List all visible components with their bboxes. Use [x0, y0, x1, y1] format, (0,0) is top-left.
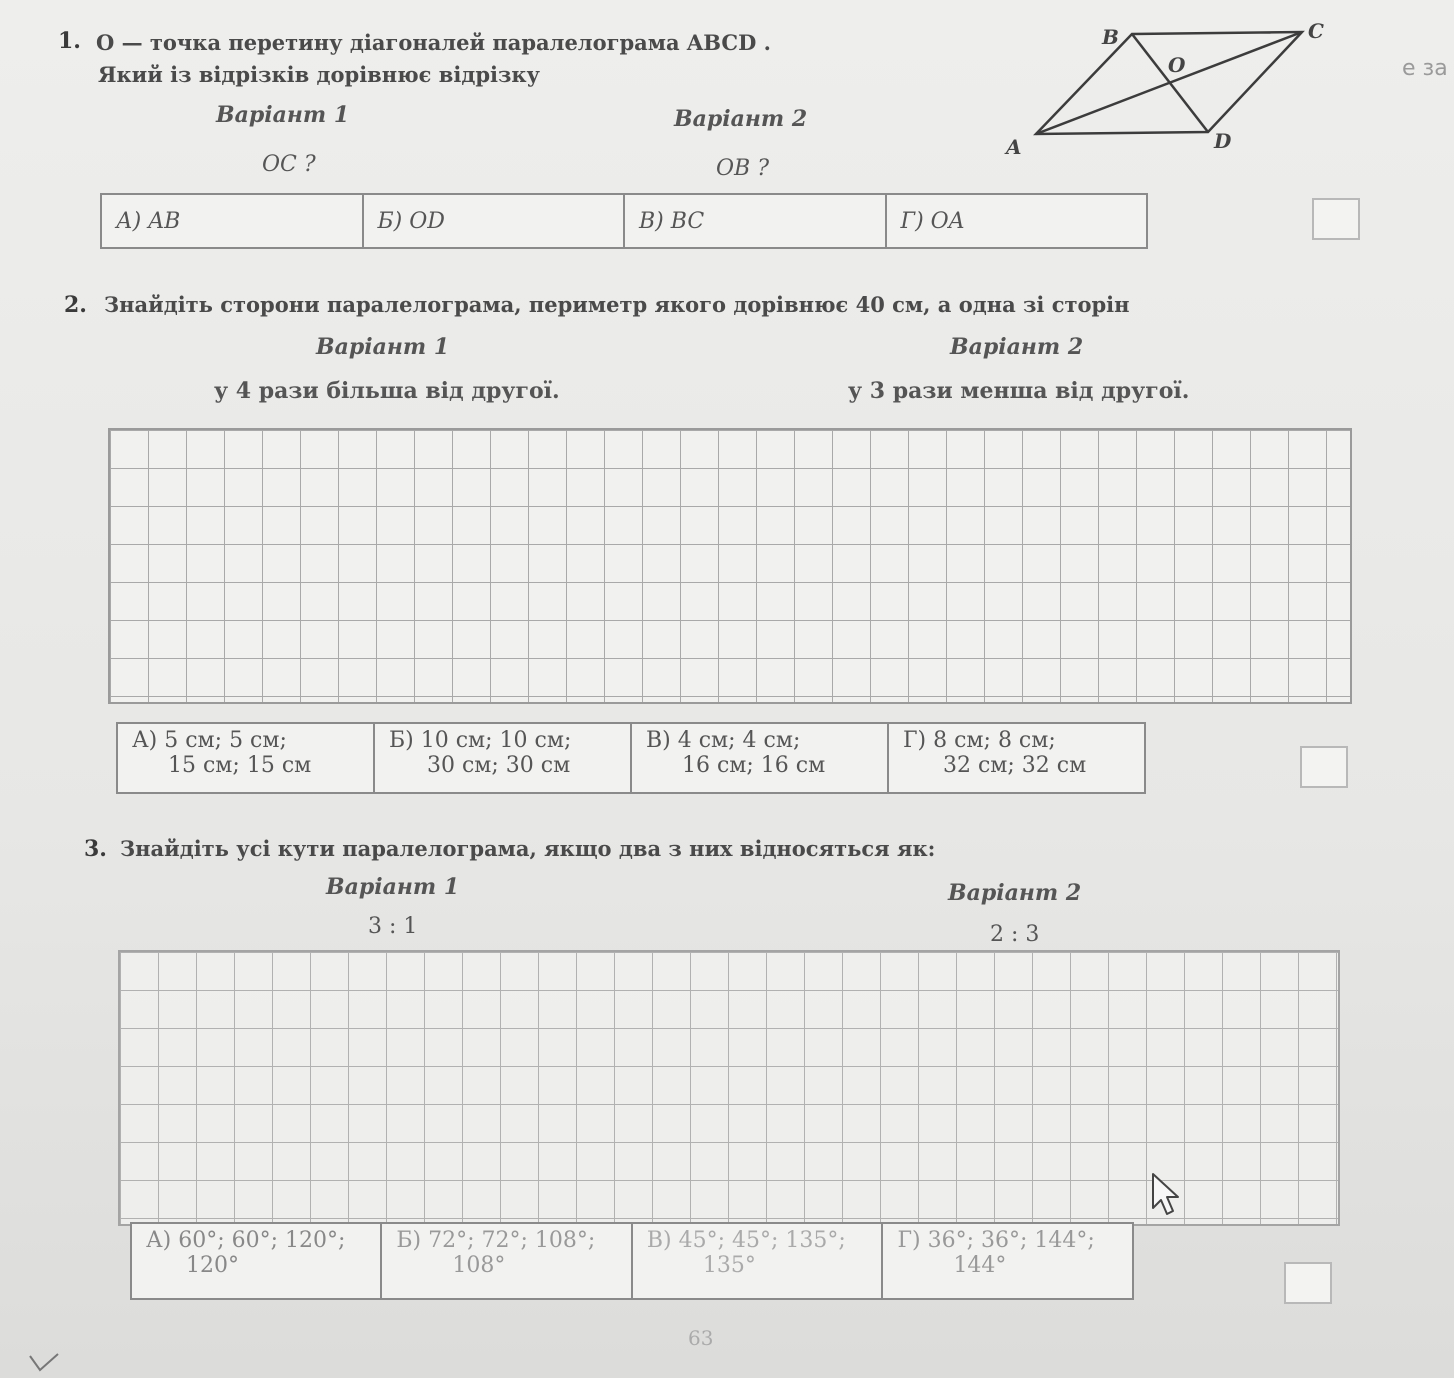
q3-options-table: [130, 1222, 1134, 1300]
q2-option-c-line1: В) 4 см; 4 см;: [645, 728, 801, 753]
q1-variant2-value: OB ?: [716, 156, 769, 181]
q3-option-b-line2: 108°: [452, 1253, 506, 1278]
q3-option-c-line2: 135°: [702, 1253, 756, 1278]
side-text: е за: [1402, 56, 1448, 81]
q2-option-a-line1: А) 5 см; 5 см;: [132, 728, 287, 753]
q2-option-b[interactable]: [374, 723, 631, 793]
q2-answer-box[interactable]: [1300, 746, 1348, 788]
q3-option-d-line1: Г) 36°; 36°; 144°;: [897, 1228, 1095, 1253]
q1-option-b[interactable]: Б) OD: [363, 194, 625, 248]
label-a: A: [1006, 135, 1022, 159]
q3-variant2-value: 2 : 3: [990, 922, 1040, 947]
q3-answer-box[interactable]: [1284, 1262, 1332, 1304]
q3-variant1-value: 3 : 1: [368, 914, 418, 939]
q3-option-b-line1: Б) 72°; 72°; 108°;: [396, 1228, 596, 1253]
q2-variant2-value: у 3 рази менша від другої.: [848, 378, 1190, 404]
q1-answer-box[interactable]: [1312, 198, 1360, 240]
q2-option-b-line1: Б) 10 см; 10 см;: [388, 728, 572, 753]
q2-option-d[interactable]: [888, 723, 1145, 793]
q3-text: Знайдіть усі кути паралелограма, якщо два з них відносяться як:: [120, 836, 936, 861]
q2-text: Знайдіть сторони паралелограма, периметр якого дорівнює 40 см, а одна зі сторін: [104, 292, 1130, 317]
q2-variant1-label: Варіант 1: [316, 334, 450, 360]
label-o: O: [1168, 53, 1186, 77]
label-d: D: [1214, 129, 1232, 153]
q1-line1: О — точка перетину діагоналей паралелограма ABCD .: [96, 30, 771, 55]
q3-number: 3.: [84, 836, 107, 862]
q2-variant2-label: Варіант 2: [950, 334, 1084, 360]
q2-variant1-value: у 4 рази більша від другої.: [214, 378, 560, 404]
checkmark-icon: [26, 1352, 62, 1376]
q2-option-d-line2: 32 см; 32 см: [942, 753, 1087, 778]
diagonal-bd: [1132, 34, 1208, 132]
q3-option-c-line1: В) 45°; 45°; 135°;: [646, 1228, 846, 1253]
q1-variant2-label: Варіант 2: [674, 106, 808, 132]
q2-option-c-line2: 16 см; 16 см: [681, 753, 826, 778]
q2-option-a[interactable]: [117, 723, 374, 793]
q3-variant2-label: Варіант 2: [948, 880, 1082, 906]
q1-variant1-label: Варіант 1: [216, 102, 350, 128]
q2-option-c[interactable]: [631, 723, 888, 793]
q1-option-d[interactable]: Г) OA: [886, 194, 1148, 248]
q1-option-a[interactable]: А) AB: [101, 194, 363, 248]
q3-option-d[interactable]: [882, 1223, 1133, 1299]
q3-option-a-line2: 120°: [186, 1253, 239, 1278]
parallelogram-figure: [996, 20, 1356, 170]
label-c: C: [1308, 20, 1324, 43]
q1-variant1-value: OC ?: [262, 152, 316, 177]
q2-option-a-line2: 15 см; 15 см: [168, 753, 312, 778]
q2-options-table: [116, 722, 1146, 794]
q2-option-d-line1: Г) 8 см; 8 см;: [902, 728, 1056, 753]
q3-option-b[interactable]: [381, 1223, 632, 1299]
q3-option-a[interactable]: [131, 1223, 381, 1299]
q1-options-table: [100, 193, 1148, 249]
q1-line2: Який із відрізків дорівнює відрізку: [98, 62, 541, 87]
q3-option-c[interactable]: [632, 1223, 883, 1299]
q3-variant1-label: Варіант 1: [326, 874, 460, 900]
mouse-cursor-icon: [1150, 1172, 1184, 1218]
q2-number: 2.: [64, 292, 87, 318]
label-b: B: [1102, 25, 1119, 49]
q2-option-b-line2: 30 см; 30 см: [426, 753, 571, 778]
q1-number: 1.: [58, 28, 81, 54]
q3-option-a-line1: А) 60°; 60°; 120°;: [146, 1228, 346, 1253]
page-number: 63: [688, 1326, 714, 1350]
q1-option-c[interactable]: В) BC: [624, 194, 886, 248]
q3-option-d-line2: 144°: [953, 1253, 1007, 1278]
q2-work-grid[interactable]: [108, 428, 1352, 704]
